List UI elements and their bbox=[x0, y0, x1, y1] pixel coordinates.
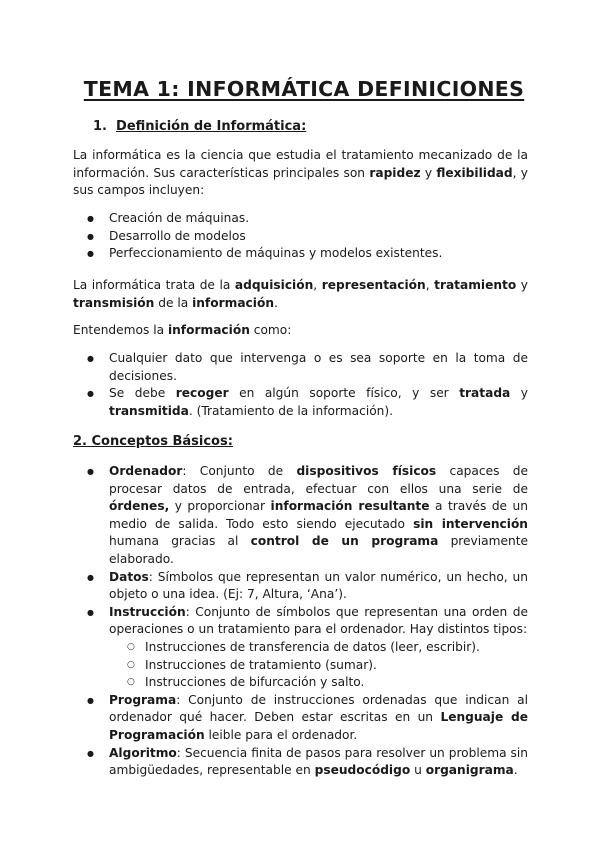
section-1-heading bbox=[93, 118, 306, 136]
section-1-title: Definición de Informática: bbox=[116, 119, 307, 134]
concept-ordenador: ● Ordenador: Conjunto de dispositivos físicos capaces de procesar datos de entrada, efectuar con ellos una serie de órdenes, y proporcionar información resultante a través de un medio de salida. Todo esto siendo ejecutado sin intervención humana gracias al control de un programa previamente elaborado. bbox=[73, 463, 528, 569]
page-title: TEMA 1: INFORMÁTICA DEFINICIONES bbox=[83, 77, 525, 101]
fields-list bbox=[73, 210, 528, 263]
list-item: ● Cualquier dato que intervenga o es sea soporte en la toma de decisiones. bbox=[73, 350, 528, 385]
concept-programa: ● Programa: Conjunto de instrucciones ordenadas que indican al ordenador qué hacer. Deben estar escritas en un Lenguaje de Programación leible para el ordenador. bbox=[73, 692, 528, 745]
list-item: ● Se debe recoger en algún soporte físico, y ser tratada y transmitida. (Tratamiento de la información). bbox=[73, 385, 528, 420]
list-item: ○ Instrucciones de tratamiento (sumar). bbox=[109, 657, 528, 675]
list-item: ○ Instrucciones de bifurcación y salto. bbox=[109, 674, 528, 692]
concept-algoritmo: ● Algoritmo: Secuencia finita de pasos para resolver un problema sin ambigüedades, representable en pseudocódigo u organigrama. bbox=[73, 745, 528, 780]
section-2-heading: 2. Conceptos Básicos: bbox=[73, 434, 233, 449]
list-item: ● Perfeccionamiento de máquinas y modelos existentes. bbox=[73, 245, 528, 263]
concepts-list bbox=[73, 463, 528, 780]
concept-instruccion: ● Instrucción: Conjunto de símbolos que representan una orden de operaciones o un tratamiento para el ordenador. Hay distintos tipos: ○ Instrucciones de transferencia de datos (leer, escribir). ○ Instrucciones de tratamiento (sumar). ○ Instrucciones de bifurcación y salto. bbox=[73, 604, 528, 692]
list-item: ○ Instrucciones de transferencia de datos (leer, escribir). bbox=[109, 639, 528, 657]
scope-paragraph: La informática trata de la adquisición, representación, tratamiento y transmisión de la información. bbox=[73, 278, 529, 310]
list-item: ● Desarrollo de modelos bbox=[73, 228, 528, 246]
concept-datos: ● Datos: Símbolos que representan un valor numérico, un hecho, un objeto o una idea. (Ej: 7, Altura, ‘Ana’). bbox=[73, 569, 528, 604]
instruction-types-list bbox=[109, 639, 528, 692]
information-intro: Entendemos la información como: bbox=[73, 323, 292, 337]
information-list bbox=[73, 350, 528, 420]
list-item: ● Creación de máquinas. bbox=[73, 210, 528, 228]
section-1-number: 1. bbox=[93, 119, 107, 134]
definition-paragraph: La informática es la ciencia que estudia el tratamiento mecanizado de la información. Sus características principales son rapidez y flexibilidad, y sus campos incluyen: bbox=[73, 148, 528, 198]
